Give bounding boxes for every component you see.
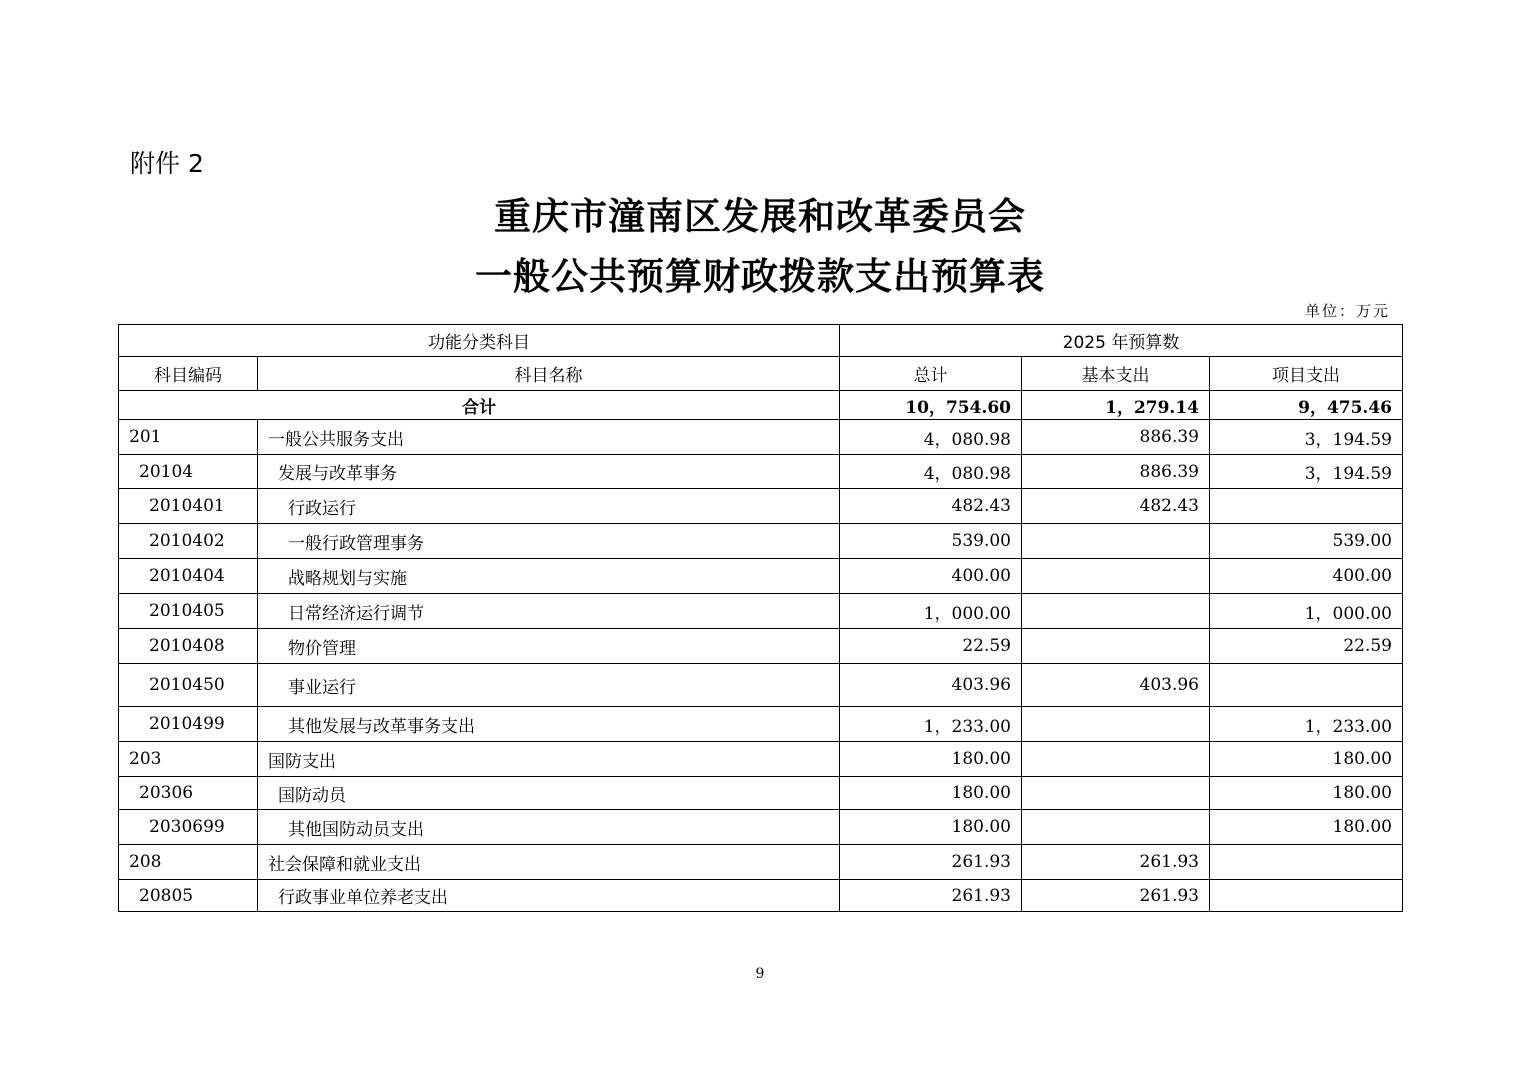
- cell-name: 国防动员: [258, 777, 840, 810]
- cell-project: 22.59: [1210, 629, 1403, 664]
- cell-total: 180.00: [840, 777, 1022, 810]
- cell-project: [1210, 880, 1403, 912]
- cell-name: 社会保障和就业支出: [258, 845, 840, 880]
- cell-basic: [1022, 559, 1210, 594]
- cell-total: 400.00: [840, 559, 1022, 594]
- cell-name: 一般公共服务支出: [258, 420, 840, 455]
- cell-total: 4，080.98: [840, 455, 1022, 489]
- cell-project: 1，000.00: [1210, 594, 1403, 629]
- cell-code: 2010401: [119, 489, 258, 524]
- cell-code: 201: [119, 420, 258, 455]
- header-project: 项目支出: [1210, 357, 1403, 391]
- header-name: 科目名称: [258, 357, 840, 391]
- cell-name: 行政事业单位养老支出: [258, 880, 840, 912]
- cell-project: [1210, 489, 1403, 524]
- total-row: [119, 391, 1403, 420]
- table-row: [119, 559, 1403, 594]
- cell-project: 180.00: [1210, 742, 1403, 777]
- table-row: [119, 629, 1403, 664]
- cell-name: 事业运行: [258, 664, 840, 707]
- cell-basic: 403.96: [1022, 664, 1210, 707]
- table-row: [119, 420, 1403, 455]
- cell-name: 发展与改革事务: [258, 455, 840, 489]
- header-code: 科目编码: [119, 357, 258, 391]
- table-row: [119, 742, 1403, 777]
- cell-code: 2010408: [119, 629, 258, 664]
- cell-basic: 261.93: [1022, 845, 1210, 880]
- cell-total: 403.96: [840, 664, 1022, 707]
- table-row: [119, 880, 1403, 912]
- cell-total: 261.93: [840, 880, 1022, 912]
- cell-project: 539.00: [1210, 524, 1403, 559]
- unit-label: 单位：万元: [1304, 302, 1390, 320]
- total-label: 合计: [119, 391, 840, 420]
- total-basic: 1，279.14: [1022, 391, 1210, 420]
- header-column-row: [119, 357, 1403, 391]
- cell-project: 400.00: [1210, 559, 1403, 594]
- table-row: [119, 777, 1403, 810]
- cell-name: 日常经济运行调节: [258, 594, 840, 629]
- total-sum: 10，754.60: [840, 391, 1022, 420]
- table-row: [119, 664, 1403, 707]
- total-project: 9，475.46: [1210, 391, 1403, 420]
- cell-basic: 886.39: [1022, 420, 1210, 455]
- cell-project: [1210, 664, 1403, 707]
- cell-basic: [1022, 594, 1210, 629]
- header-budget-year: 2025 年预算数: [840, 325, 1403, 357]
- cell-project: 180.00: [1210, 810, 1403, 845]
- table-body: [119, 420, 1403, 912]
- cell-code: 2010405: [119, 594, 258, 629]
- cell-total: 22.59: [840, 629, 1022, 664]
- cell-code: 20306: [119, 777, 258, 810]
- table-row: [119, 707, 1403, 742]
- cell-basic: [1022, 524, 1210, 559]
- document-title-line1: 重庆市潼南区发展和改革委员会: [494, 195, 1026, 238]
- cell-code: 2010450: [119, 664, 258, 707]
- header-functional-category: 功能分类科目: [119, 325, 840, 357]
- cell-basic: [1022, 707, 1210, 742]
- table-row: [119, 594, 1403, 629]
- cell-total: 4，080.98: [840, 420, 1022, 455]
- cell-name: 行政运行: [258, 489, 840, 524]
- table-row: [119, 845, 1403, 880]
- table-row: [119, 455, 1403, 489]
- cell-project: [1210, 845, 1403, 880]
- cell-name: 其他发展与改革事务支出: [258, 707, 840, 742]
- cell-name: 战略规划与实施: [258, 559, 840, 594]
- cell-name: 其他国防动员支出: [258, 810, 840, 845]
- cell-project: 180.00: [1210, 777, 1403, 810]
- page-number: 9: [755, 966, 765, 982]
- cell-name: 国防支出: [258, 742, 840, 777]
- cell-code: 208: [119, 845, 258, 880]
- cell-code: 2010404: [119, 559, 258, 594]
- cell-total: 261.93: [840, 845, 1022, 880]
- cell-basic: [1022, 810, 1210, 845]
- cell-total: 482.43: [840, 489, 1022, 524]
- header-basic: 基本支出: [1022, 357, 1210, 391]
- cell-project: 3，194.59: [1210, 455, 1403, 489]
- header-group-row: [119, 325, 1403, 357]
- cell-project: 3，194.59: [1210, 420, 1403, 455]
- cell-total: 539.00: [840, 524, 1022, 559]
- document-title-line2: 一般公共预算财政拨款支出预算表: [475, 255, 1045, 298]
- cell-basic: 886.39: [1022, 455, 1210, 489]
- cell-code: 20104: [119, 455, 258, 489]
- cell-basic: [1022, 777, 1210, 810]
- cell-code: 2010499: [119, 707, 258, 742]
- cell-basic: [1022, 742, 1210, 777]
- attachment-label: 附件 2: [130, 149, 204, 178]
- cell-total: 180.00: [840, 742, 1022, 777]
- cell-total: 1，000.00: [840, 594, 1022, 629]
- cell-code: 2010402: [119, 524, 258, 559]
- header-total: 总计: [840, 357, 1022, 391]
- cell-basic: 261.93: [1022, 880, 1210, 912]
- cell-code: 203: [119, 742, 258, 777]
- table-row: [119, 489, 1403, 524]
- cell-total: 180.00: [840, 810, 1022, 845]
- cell-total: 1，233.00: [840, 707, 1022, 742]
- cell-code: 2030699: [119, 810, 258, 845]
- cell-project: 1，233.00: [1210, 707, 1403, 742]
- cell-code: 20805: [119, 880, 258, 912]
- cell-basic: 482.43: [1022, 489, 1210, 524]
- table-row: [119, 810, 1403, 845]
- cell-name: 一般行政管理事务: [258, 524, 840, 559]
- cell-basic: [1022, 629, 1210, 664]
- table-row: [119, 524, 1403, 559]
- cell-name: 物价管理: [258, 629, 840, 664]
- budget-table: [118, 324, 1403, 912]
